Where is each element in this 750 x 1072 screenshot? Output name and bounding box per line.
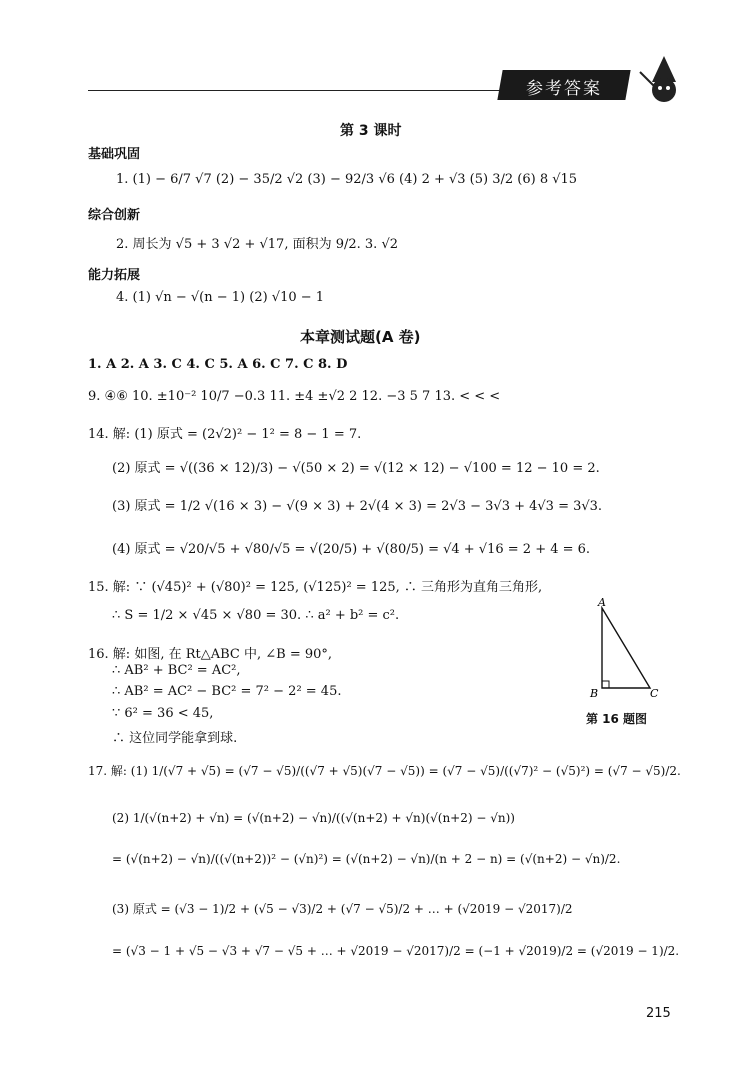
- q16-line-3: ∴ AB² = AC² − BC² = 7² − 2² = 45.: [112, 684, 342, 699]
- q16-line-4: ∵ 6² = 36 < 45,: [112, 706, 214, 721]
- section-title-extend: 能力拓展: [88, 268, 141, 283]
- page-number: 215: [646, 1006, 671, 1021]
- q16-line-2: ∴ AB² + BC² = AC²,: [112, 663, 241, 678]
- header-rule: [88, 90, 508, 91]
- vertex-a-label: A: [598, 596, 606, 609]
- q16-line-5: ∴ 这位同学能拿到球.: [112, 731, 238, 746]
- section-title-basic: 基础巩固: [88, 147, 141, 162]
- vertex-c-label: C: [650, 687, 659, 700]
- chapter-test-title: 本章测试题(A 卷): [300, 328, 421, 346]
- mc-answers: 1. A 2. A 3. C 4. C 5. A 6. C 7. C 8. D: [88, 357, 348, 372]
- q14-line-1: 14. 解: (1) 原式 = (2√2)² − 1² = 8 − 1 = 7.: [88, 427, 362, 442]
- q15-line-2: ∴ S = 1/2 × √45 × √80 = 30. ∴ a² + b² = c².: [112, 608, 400, 623]
- mascot-icon: [636, 52, 692, 108]
- q17-line-2: (2) 1/(√(n+2) + √n) = (√(n+2) − √n)/((√(n+2) + √n)(√(n+2) − √n)): [112, 811, 515, 825]
- q15-line-1: 15. 解: ∵ (√45)² + (√80)² = 125, (√125)² = 125, ∴ 三角形为直角三角形,: [88, 580, 543, 595]
- q17-line-5: = (√3 − 1 + √5 − √3 + √7 − √5 + … + √2019 − √2017)/2 = (−1 + √2019)/2 = (√2019 − 1)/2.: [112, 944, 680, 958]
- basic-answer-line: 1. (1) − 6/7 √7 (2) − 35/2 √2 (3) − 92/3 √6 (4) 2 + √3 (5) 3/2 (6) 8 √15: [116, 172, 578, 187]
- header-label: 参考答案: [526, 79, 602, 99]
- figure-caption: 第 16 题图: [586, 712, 648, 726]
- triangle-figure: [588, 596, 668, 700]
- creative-answer-line: 2. 周长为 √5 + 3 √2 + √17, 面积为 9/2. 3. √2: [116, 237, 398, 252]
- q17-line-3: = (√(n+2) − √n)/((√(n+2))² − (√n)²) = (√(n+2) − √n)/(n + 2 − n) = (√(n+2) − √n)/2.: [112, 852, 621, 866]
- q17-line-1: 17. 解: (1) 1/(√7 + √5) = (√7 − √5)/((√7 + √5)(√7 − √5)) = (√7 − √5)/((√7)² − (√5)²) = (√7 − √5)/2.: [88, 764, 681, 778]
- q16-line-1: 16. 解: 如图, 在 Rt△ABC 中, ∠B = 90°,: [88, 647, 333, 662]
- q17-line-4: (3) 原式 = (√3 − 1)/2 + (√5 − √3)/2 + (√7 − √5)/2 + … + (√2019 − √2017)/2: [112, 902, 573, 916]
- q14-line-2: (2) 原式 = √((36 × 12)/3) − √(50 × 2) = √(12 × 12) − √100 = 12 − 10 = 2.: [112, 461, 600, 476]
- section-title-creative: 综合创新: [88, 208, 141, 223]
- fill-answers: 9. ④⑥ 10. ±10⁻² 10/7 −0.3 11. ±4 ±√2 2 12. −3 5 7 13. < < <: [88, 389, 501, 404]
- q14-line-3: (3) 原式 = 1/2 √(16 × 3) − √(9 × 3) + 2√(4 × 3) = 2√3 − 3√3 + 4√3 = 3√3.: [112, 499, 603, 514]
- lesson-title: 第 3 课时: [340, 123, 402, 139]
- q14-line-4: (4) 原式 = √20/√5 + √80/√5 = √(20/5) + √(80/5) = √4 + √16 = 2 + 4 = 6.: [112, 542, 591, 557]
- extend-answer-line: 4. (1) √n − √(n − 1) (2) √10 − 1: [116, 290, 325, 305]
- vertex-b-label: B: [590, 687, 599, 700]
